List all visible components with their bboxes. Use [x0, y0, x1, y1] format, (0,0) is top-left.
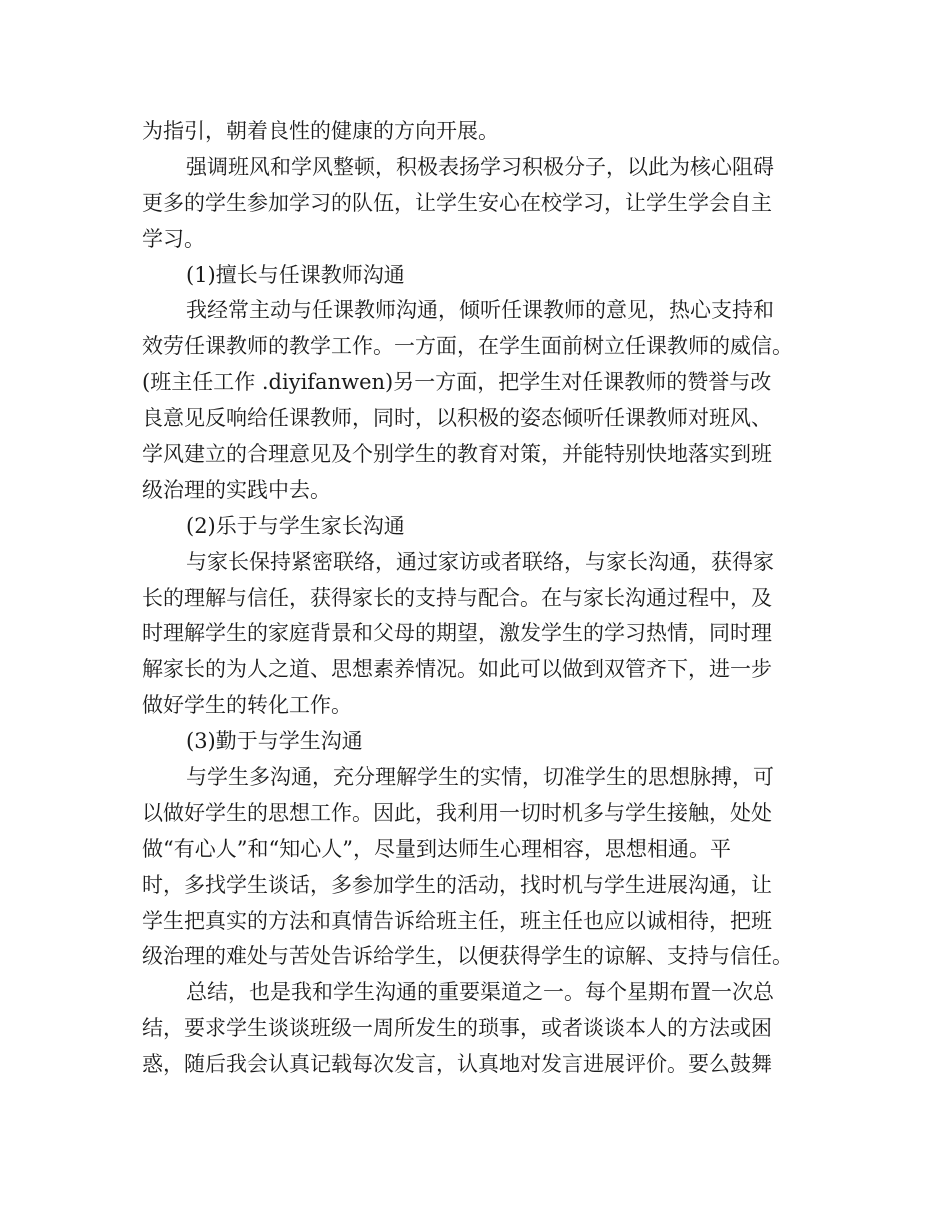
text-line: 时理解学生的家庭背景和父母的期望，激发学生的学习热情，同时理 [142, 621, 772, 646]
text-line: 学生把真实的方法和真情告诉给班主任，班主任也应以诚相待，把班 [142, 908, 772, 933]
text-line: 强调班风和学风整顿，积极表扬学习积极分子，以此为核心阻碍 [186, 154, 774, 179]
text-line: 做“有心人”和“知心人”，尽量到达师生心理相容，思想相通。平 [142, 836, 731, 861]
text-line: 良意见反响给任课教师，同时，以积极的姿态倾听任课教师对班风、 [142, 406, 772, 431]
text-line: 与家长保持紧密联络，通过家访或者联络，与家长沟通，获得家 [186, 549, 774, 574]
body-text [142, 114, 812, 1083]
text-line: 级治理的难处与苦处告诉给学生，以便获得学生的谅解、支持与信任。 [142, 944, 793, 969]
text-line: 效劳任课教师的教学工作。一方面，在学生面前树立任课教师的威信。 [142, 334, 793, 359]
text-line: 学风建立的合理意见及个别学生的教育对策，并能特别快地落实到班 [142, 442, 772, 467]
text-line: 与学生多沟通，充分理解学生的实情，切准学生的思想脉搏，可 [186, 765, 774, 790]
text-line: 做好学生的转化工作。 [142, 693, 352, 718]
text-line: 解家长的为人之道、思想素养情况。如此可以做到双管齐下，进一步 [142, 657, 772, 682]
text-line: 我经常主动与任课教师沟通，倾听任课教师的意见，热心支持和 [186, 298, 774, 323]
text-line: 级治理的实践中去。 [142, 477, 331, 502]
text-line: 更多的学生参加学习的队伍，让学生安心在校学习，让学生学会自主 [142, 190, 772, 215]
text-line: 学习。 [142, 226, 205, 251]
text-line: 结，要求学生谈谈班级一周所发生的琐事，或者谈谈本人的方法或困 [142, 1016, 772, 1041]
text-line: 总结，也是我和学生沟通的重要渠道之一。每个星期布置一次总 [186, 980, 774, 1005]
section-heading: (3)勤于与学生沟通 [186, 729, 363, 754]
text-line: (班主任工作 .diyifanwen)另一方面，把学生对任课教师的赞誉与改 [142, 370, 772, 395]
text-line: 长的理解与信任，获得家长的支持与配合。在与家长沟通过程中，及 [142, 585, 772, 610]
section-heading: (2)乐于与学生家长沟通 [186, 513, 405, 538]
section-heading: (1)擅长与任课教师沟通 [186, 262, 405, 287]
text-line: 惑，随后我会认真记载每次发言，认真地对发言进展评价。要么鼓舞 [142, 1052, 772, 1077]
text-line: 以做好学生的思想工作。因此，我利用一切时机多与学生接触，处处 [142, 800, 772, 825]
text-line: 为指引，朝着良性的健康的方向开展。 [142, 119, 499, 143]
text-line: 时，多找学生谈话，多参加学生的活动，找时机与学生进展沟通，让 [142, 872, 772, 897]
